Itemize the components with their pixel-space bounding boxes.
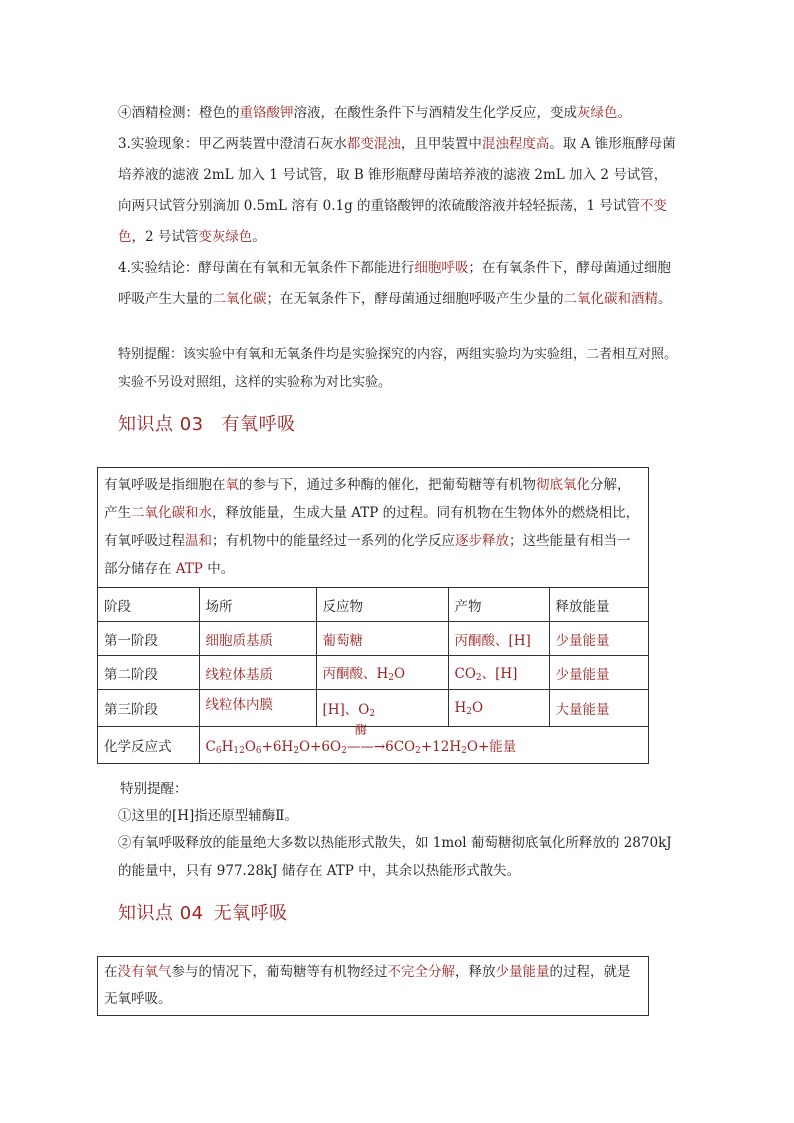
highlight: 逐步释放 bbox=[455, 533, 509, 549]
anaerobic-definition bbox=[98, 957, 648, 1015]
highlight: 二氧化碳 bbox=[212, 291, 267, 307]
subscript: 6 bbox=[215, 745, 222, 756]
highlight: 温和 bbox=[185, 533, 212, 549]
highlight: 不变色 bbox=[118, 198, 667, 245]
highlight: 重铬酸钾 bbox=[239, 105, 294, 121]
text: ，释放能量，生成大量 ATP 的过程。同有机物在生物体外的燃烧相比，有氧呼吸过程 bbox=[104, 505, 640, 549]
text: ；在无氧条件下，酵母菌通过细胞呼吸产生少量的 bbox=[266, 291, 564, 307]
highlight: 二氧化碳和酒精 bbox=[563, 291, 658, 307]
heading-number: 知识点 04 bbox=[118, 903, 204, 924]
text: 。取 A 锥形瓶酵母菌培养液的滤液 2mL 加入 1 号试管，取 B 锥形瓶酵母菌培养液的滤液 2mL 加入 2 号试管，向两只试管分别滴加 0.5mL 溶有 0.1g 的重铬酸钾的浓硫酸溶液并轻轻振荡，1 号试管 bbox=[118, 136, 676, 214]
section-heading-03 bbox=[118, 410, 296, 436]
highlight: 没有氧气 bbox=[117, 964, 172, 980]
energy-cell: 大量能量 bbox=[549, 690, 648, 727]
tip-paragraph: 特别提醒：该实验中有氧和无氧条件均是实验探究的内容，两组实验均为实验组，二者相互对照。实验不另设对照组，这样的实验称为对比实验。 bbox=[118, 347, 678, 390]
stage-cell: 第一阶段 bbox=[98, 622, 199, 656]
text: 。 bbox=[252, 229, 266, 245]
text: 3.实验现象：甲乙两装置中澄清石灰水 bbox=[118, 136, 347, 152]
site-cell: 线粒体基质 bbox=[199, 656, 316, 690]
highlight: 不完全分解 bbox=[387, 964, 455, 980]
equation-label-cell: 化学反应式 bbox=[98, 727, 199, 764]
site-cell: 线粒体内膜 bbox=[199, 690, 316, 727]
text: 丙酮酸、H bbox=[322, 666, 389, 682]
text: 在 bbox=[104, 964, 118, 980]
text: 有氧呼吸是指细胞在 bbox=[104, 477, 226, 493]
text: O bbox=[244, 738, 256, 755]
text: 6CO bbox=[385, 738, 416, 755]
header-cell: 产物 bbox=[448, 588, 549, 622]
section-heading-04 bbox=[118, 899, 288, 925]
respiration-stage-table bbox=[98, 587, 648, 763]
conclusion-paragraph bbox=[118, 253, 678, 315]
text: 4.实验结论：酵母菌在有氧和无氧条件下都能进行 bbox=[118, 260, 415, 276]
heading-title: 无氧呼吸 bbox=[213, 903, 288, 924]
text: 分解，产生 bbox=[104, 477, 631, 521]
text: +12H bbox=[420, 738, 462, 755]
arrow-text: ——→ bbox=[346, 738, 386, 755]
highlight: ATP bbox=[175, 561, 203, 577]
reaction-arrow bbox=[346, 722, 386, 755]
subscript: 2 bbox=[461, 745, 467, 756]
text: ；在有氧条件下，酵母菌通过细胞呼吸产生大量的 bbox=[118, 260, 671, 307]
equation-row bbox=[98, 727, 648, 764]
text: +6H bbox=[261, 738, 294, 755]
highlight: 少量能量 bbox=[495, 964, 550, 980]
text: 、[H] bbox=[481, 666, 518, 682]
text: 的参与下，通过多种酶的催化，把葡萄糖等有机物 bbox=[239, 477, 536, 493]
enzyme-label: 酶 bbox=[354, 722, 367, 737]
product-cell bbox=[448, 690, 549, 727]
aerobic-respiration-box bbox=[97, 467, 649, 764]
alcohol-test-paragraph bbox=[118, 98, 678, 129]
subscript: 2 bbox=[475, 673, 482, 683]
text: CO bbox=[454, 666, 476, 682]
text: ，2 号试管 bbox=[131, 229, 199, 245]
text: ④酒精检测：橙色的 bbox=[118, 105, 240, 121]
reactant-cell: 葡萄糖 bbox=[316, 622, 448, 656]
tip2-title: 特别提醒： bbox=[120, 781, 188, 797]
header-cell: 释放能量 bbox=[549, 588, 648, 622]
text: 。 bbox=[658, 291, 672, 307]
highlight: 灰绿色 bbox=[577, 105, 618, 121]
highlight: 变灰绿色 bbox=[198, 229, 253, 245]
highlight: 二氧化碳和水 bbox=[131, 505, 212, 521]
product-cell: 丙酮酸、[H] bbox=[448, 622, 549, 656]
text: 溶液，在酸性条件下与酒精发生化学反应，变成 bbox=[293, 105, 577, 121]
text: ；有机物中的能量经过一系列的化学反应 bbox=[212, 533, 455, 549]
table-row bbox=[98, 656, 648, 690]
subscript: 2 bbox=[369, 708, 376, 719]
text: 的过程，就是无氧呼吸。 bbox=[104, 964, 631, 1007]
text: 。 bbox=[617, 105, 631, 121]
text: ，且甲装置中 bbox=[400, 136, 482, 152]
energy-cell: 少量能量 bbox=[549, 622, 648, 656]
text: O bbox=[394, 666, 406, 682]
text: O+6O bbox=[299, 738, 342, 755]
subscript: 2 bbox=[293, 745, 300, 756]
text: O bbox=[472, 699, 484, 716]
highlight: 混浊程度高 bbox=[481, 136, 550, 152]
table-row bbox=[98, 690, 648, 727]
heading-number: 知识点 03 bbox=[118, 414, 204, 435]
phenomenon-paragraph bbox=[118, 129, 678, 253]
stage-cell: 第二阶段 bbox=[98, 656, 199, 690]
subscript: 2 bbox=[341, 745, 347, 756]
subscript: 2 bbox=[388, 673, 395, 683]
table-header-row bbox=[98, 588, 648, 622]
text: C bbox=[205, 738, 216, 755]
subscript: 12 bbox=[233, 745, 245, 756]
site-cell: 细胞质基质 bbox=[199, 622, 316, 656]
equation-cell bbox=[199, 722, 648, 764]
highlight: 彻底氧化 bbox=[536, 477, 590, 493]
subscript: 2 bbox=[466, 706, 473, 717]
tip2-note-1: ①这里的[H]指还原型辅酶Ⅱ。 bbox=[118, 808, 298, 824]
subscript: 6 bbox=[255, 745, 262, 756]
header-cell: 反应物 bbox=[316, 588, 448, 622]
anaerobic-respiration-box bbox=[97, 956, 649, 1016]
text: 中。 bbox=[202, 561, 235, 577]
reactant-cell bbox=[316, 656, 448, 690]
subscript: 2 bbox=[415, 745, 421, 756]
highlight: 氧 bbox=[225, 477, 239, 493]
text: ，释放 bbox=[455, 964, 496, 980]
header-cell: 阶段 bbox=[98, 588, 199, 622]
reactant-cell bbox=[316, 690, 448, 727]
heading-title: 有氧呼吸 bbox=[221, 414, 296, 435]
product-cell bbox=[448, 656, 549, 690]
table-row bbox=[98, 622, 648, 656]
text: H bbox=[454, 699, 467, 716]
text: H bbox=[221, 738, 234, 755]
tip2-note-2: ②有氧呼吸释放的能量绝大多数以热能形式散失，如 1mol 葡萄糖彻底氧化所释放的 2870kJ 的能量中，只有 977.28kJ 储存在 ATP 中，其余以热能形式散失。 bbox=[118, 835, 672, 879]
stage-cell: 第三阶段 bbox=[98, 690, 199, 727]
text: 参与的情况下，葡萄糖等有机物经过 bbox=[171, 964, 388, 980]
text: [H]、O bbox=[322, 701, 370, 718]
highlight: 都变混浊 bbox=[346, 136, 401, 152]
highlight: 细胞呼吸 bbox=[414, 260, 469, 276]
text: O+能量 bbox=[466, 738, 517, 755]
energy-cell: 少量能量 bbox=[549, 656, 648, 690]
aerobic-definition bbox=[98, 468, 648, 583]
text: ；这些能量有相当一部分储存在 bbox=[104, 533, 631, 577]
header-cell: 场所 bbox=[199, 588, 316, 622]
